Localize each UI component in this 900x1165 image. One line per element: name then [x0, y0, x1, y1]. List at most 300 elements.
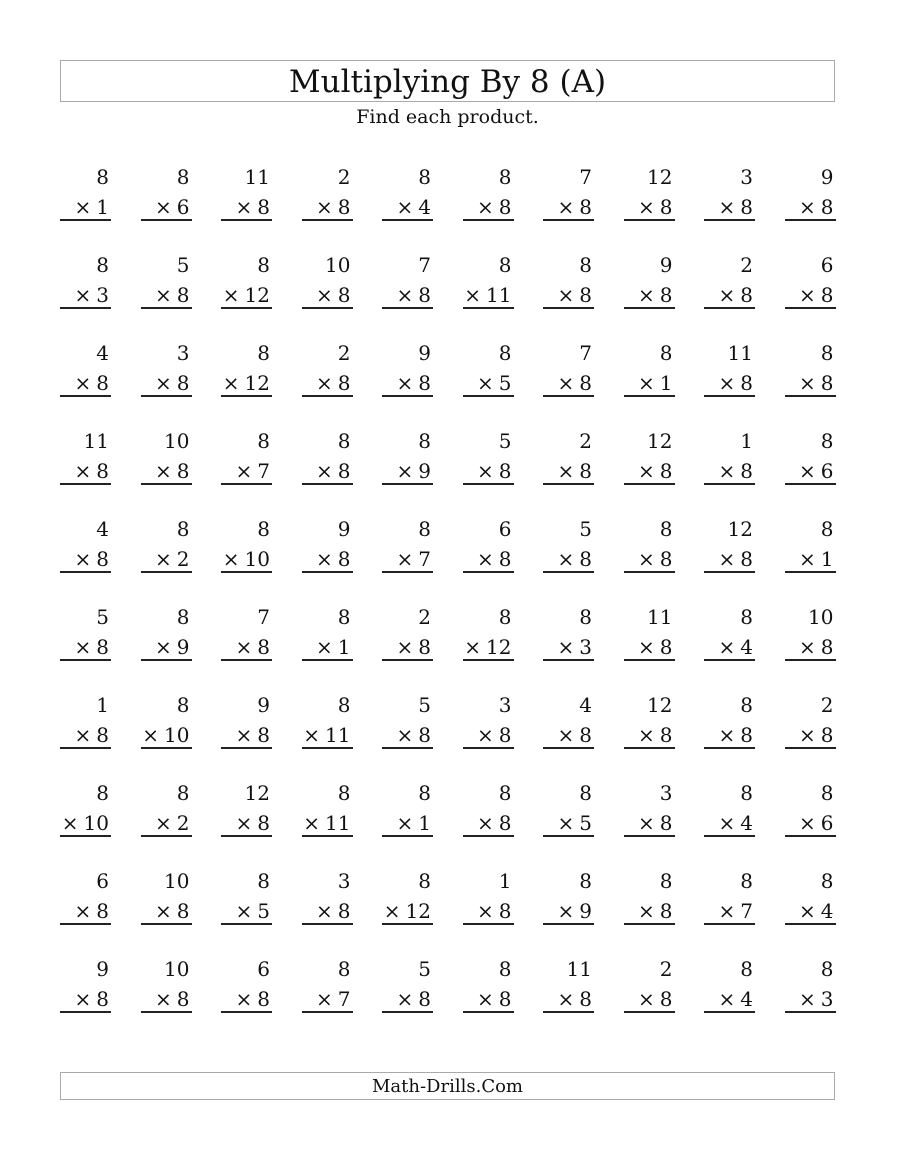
multiplier-row [75, 896, 110, 926]
answer-line [543, 483, 594, 485]
multiplier: 8 [740, 195, 753, 219]
answer-line [382, 307, 433, 309]
multiplicand: 8 [337, 957, 351, 981]
times-sign: × [799, 723, 816, 747]
times-sign: × [718, 987, 736, 1011]
times-sign: × [74, 283, 92, 307]
multiplier-row [719, 632, 754, 662]
times-sign: × [718, 635, 736, 659]
answer-line [463, 659, 514, 661]
multiplier: 8 [820, 723, 834, 747]
answer-line [785, 1011, 836, 1013]
multiplier: 8 [176, 459, 190, 483]
problem-item [382, 162, 433, 222]
answer-line [60, 571, 111, 573]
times-sign: × [477, 547, 494, 571]
problem-item [302, 954, 353, 1014]
times-sign: × [235, 195, 253, 219]
answer-line [382, 395, 433, 397]
multiplier: 8 [176, 899, 190, 923]
multiplicand: 8 [820, 781, 834, 805]
answer-line [141, 219, 192, 221]
times-sign: × [383, 899, 401, 923]
multiplier: 8 [659, 811, 673, 835]
times-sign: × [557, 635, 575, 659]
multiplier: 8 [740, 459, 753, 483]
problem-item [624, 338, 675, 398]
multiplicand: 7 [418, 253, 431, 277]
times-sign: × [799, 987, 816, 1011]
problem-item [624, 866, 675, 926]
multiplicand: 9 [96, 957, 109, 981]
multiplier-row [316, 632, 351, 662]
multiplier-row [236, 896, 271, 926]
multiplier: 8 [337, 371, 351, 395]
problem-item [302, 426, 353, 486]
problem-item [60, 162, 111, 222]
multiplier-row [316, 368, 351, 398]
answer-line [382, 835, 433, 837]
multiplier: 8 [257, 723, 270, 747]
multiplicand: 8 [176, 693, 190, 717]
problem-item [543, 602, 594, 662]
multiplicand: 8 [257, 429, 270, 453]
answer-line [60, 659, 111, 661]
problem-item [785, 338, 836, 398]
multiplier-row [719, 192, 754, 222]
multiplier: 8 [418, 283, 431, 307]
multiplier: 8 [96, 371, 109, 395]
multiplicand: 8 [579, 253, 592, 277]
times-sign: × [74, 635, 92, 659]
problem-item [704, 778, 755, 838]
problem-item [60, 866, 111, 926]
multiplier: 8 [498, 195, 512, 219]
multiplier-row [236, 632, 271, 662]
times-sign: × [557, 459, 575, 483]
answer-line [543, 659, 594, 661]
times-sign: × [74, 987, 92, 1011]
multiplier-row [638, 896, 673, 926]
multiplier: 8 [96, 635, 109, 659]
answer-line [624, 835, 675, 837]
multiplicand: 8 [659, 517, 673, 541]
multiplier: 8 [498, 899, 512, 923]
problem-item [60, 338, 111, 398]
times-sign: × [155, 371, 172, 395]
problem-item [785, 778, 836, 838]
problem-item [302, 778, 353, 838]
multiplier: 3 [96, 283, 109, 307]
answer-line [302, 571, 353, 573]
multiplier: 8 [659, 459, 673, 483]
multiplier-row [397, 632, 432, 662]
answer-line [302, 395, 353, 397]
multiplier-row [719, 280, 754, 310]
multiplier-row [558, 896, 593, 926]
times-sign: × [316, 547, 333, 571]
problem-item [785, 162, 836, 222]
problem-item [704, 602, 755, 662]
multiplier: 8 [659, 195, 673, 219]
times-sign: × [396, 459, 414, 483]
multiplicand: 5 [418, 693, 431, 717]
answer-line [624, 571, 675, 573]
answer-line [302, 1011, 353, 1013]
problem-item [382, 338, 433, 398]
multiplier: 8 [579, 987, 592, 1011]
problem-item [221, 162, 272, 222]
times-sign: × [638, 547, 655, 571]
answer-line [141, 1011, 192, 1013]
times-sign: × [557, 723, 575, 747]
multiplier: 8 [176, 371, 190, 395]
multiplicand: 12 [727, 517, 753, 541]
answer-line [382, 923, 433, 925]
multiplicand: 11 [244, 165, 270, 189]
times-sign: × [235, 899, 253, 923]
multiplicand: 8 [418, 781, 431, 805]
problem-item [785, 514, 836, 574]
multiplier-row [477, 984, 512, 1014]
problem-item [543, 778, 594, 838]
multiplier: 8 [176, 987, 190, 1011]
multiplicand: 12 [647, 429, 673, 453]
multiplier-row [142, 720, 189, 750]
answer-line [221, 307, 272, 309]
multiplier-row [558, 544, 593, 574]
problem-item [704, 690, 755, 750]
multiplier-row [558, 456, 593, 486]
answer-line [221, 395, 272, 397]
multiplier-row [75, 544, 110, 574]
multiplier-row [799, 368, 834, 398]
times-sign: × [155, 195, 172, 219]
multiplicand: 8 [418, 429, 431, 453]
multiplicand: 8 [418, 165, 431, 189]
times-sign: × [557, 987, 575, 1011]
multiplier-row [638, 280, 673, 310]
answer-line [463, 395, 514, 397]
answer-line [141, 395, 192, 397]
multiplier-row [558, 808, 593, 838]
multiplier: 7 [337, 987, 351, 1011]
multiplicand: 3 [740, 165, 753, 189]
problem-item [463, 690, 514, 750]
multiplier-row [638, 192, 673, 222]
multiplier-row [236, 720, 271, 750]
multiplier: 8 [740, 371, 753, 395]
problem-item [463, 602, 514, 662]
multiplier: 8 [96, 459, 109, 483]
multiplicand: 8 [176, 605, 190, 629]
answer-line [60, 395, 111, 397]
multiplier-row [477, 896, 512, 926]
times-sign: × [396, 987, 414, 1011]
multiplier-row [75, 280, 110, 310]
problem-item [463, 954, 514, 1014]
problem-item [704, 162, 755, 222]
multiplier: 6 [820, 459, 834, 483]
problem-item [624, 602, 675, 662]
answer-line [302, 747, 353, 749]
answer-line [382, 571, 433, 573]
times-sign: × [799, 811, 816, 835]
problem-item [141, 514, 192, 574]
multiplicand: 8 [257, 517, 270, 541]
answer-line [785, 659, 836, 661]
answer-line [141, 747, 192, 749]
multiplier-row [316, 544, 351, 574]
multiplier-row [397, 368, 432, 398]
problem-item [60, 426, 111, 486]
times-sign: × [74, 899, 92, 923]
times-sign: × [316, 987, 333, 1011]
multiplicand: 8 [820, 869, 834, 893]
problem-item [463, 250, 514, 310]
answer-line [60, 923, 111, 925]
multiplier-row [397, 280, 432, 310]
problem-item [302, 338, 353, 398]
answer-line [463, 835, 514, 837]
answer-line [463, 1011, 514, 1013]
multiplicand: 8 [820, 957, 834, 981]
multiplier: 8 [820, 371, 834, 395]
times-sign: × [235, 723, 253, 747]
times-sign: × [799, 283, 816, 307]
problem-item [704, 954, 755, 1014]
answer-line [624, 395, 675, 397]
multiplier-row [799, 720, 834, 750]
times-sign: × [799, 899, 816, 923]
multiplier: 9 [176, 635, 190, 659]
multiplicand: 8 [96, 165, 109, 189]
answer-line [543, 219, 594, 221]
multiplicand: 8 [579, 869, 592, 893]
times-sign: × [638, 987, 655, 1011]
times-sign: × [638, 899, 655, 923]
multiplicand: 4 [96, 341, 109, 365]
times-sign: × [316, 371, 333, 395]
problem-item [704, 514, 755, 574]
multiplier: 5 [498, 371, 512, 395]
multiplicand: 8 [820, 517, 834, 541]
multiplier-row [799, 456, 834, 486]
problem-item [302, 602, 353, 662]
answer-line [704, 835, 755, 837]
times-sign: × [638, 811, 655, 835]
multiplier-row [477, 368, 512, 398]
multiplicand: 8 [176, 781, 190, 805]
multiplicand: 5 [498, 429, 512, 453]
times-sign: × [718, 283, 736, 307]
multiplier-row [236, 192, 271, 222]
multiplier: 6 [820, 811, 834, 835]
multiplicand: 8 [498, 165, 512, 189]
multiplicand: 8 [257, 253, 270, 277]
problem-item [543, 866, 594, 926]
multiplicand: 9 [257, 693, 270, 717]
answer-line [382, 1011, 433, 1013]
multiplier-row [719, 808, 754, 838]
times-sign: × [718, 371, 736, 395]
multiplicand: 11 [83, 429, 109, 453]
answer-line [543, 923, 594, 925]
multiplicand: 8 [337, 605, 351, 629]
problem-item [221, 338, 272, 398]
problem-item [543, 954, 594, 1014]
multiplier: 10 [83, 811, 109, 835]
problem-item [141, 778, 192, 838]
multiplier: 11 [325, 811, 351, 835]
times-sign: × [303, 811, 321, 835]
times-sign: × [155, 899, 172, 923]
multiplier: 8 [740, 283, 753, 307]
answer-line [785, 219, 836, 221]
problem-item [141, 426, 192, 486]
answer-line [704, 659, 755, 661]
multiplier-row [799, 808, 834, 838]
multiplier-row [799, 544, 834, 574]
times-sign: × [74, 723, 92, 747]
times-sign: × [155, 459, 172, 483]
multiplier-row [638, 984, 673, 1014]
multiplier-row [464, 280, 511, 310]
answer-line [60, 219, 111, 221]
multiplier: 8 [659, 635, 673, 659]
problem-item [141, 602, 192, 662]
multiplicand: 8 [579, 605, 592, 629]
times-sign: × [155, 547, 172, 571]
answer-line [624, 483, 675, 485]
answer-line [624, 923, 675, 925]
answer-line [60, 835, 111, 837]
multiplier-row [303, 808, 350, 838]
multiplicand: 5 [418, 957, 431, 981]
multiplicand: 8 [96, 253, 109, 277]
times-sign: × [235, 987, 253, 1011]
multiplier: 8 [96, 987, 109, 1011]
multiplier-row [397, 720, 432, 750]
problem-item [221, 250, 272, 310]
times-sign: × [396, 723, 414, 747]
problem-item [302, 866, 353, 926]
multiplier: 4 [418, 195, 431, 219]
multiplier: 12 [244, 283, 270, 307]
multiplicand: 2 [659, 957, 673, 981]
answer-line [785, 571, 836, 573]
multiplicand: 5 [96, 605, 109, 629]
multiplicand: 10 [164, 957, 190, 981]
answer-line [221, 747, 272, 749]
multiplier-row [155, 280, 190, 310]
problem-item [463, 866, 514, 926]
multiplicand: 8 [498, 957, 512, 981]
multiplier: 8 [579, 723, 592, 747]
problem-item [221, 426, 272, 486]
problem-item [785, 250, 836, 310]
answer-line [221, 571, 272, 573]
answer-line [302, 307, 353, 309]
times-sign: × [557, 811, 575, 835]
problem-item [543, 250, 594, 310]
multiplicand: 10 [164, 869, 190, 893]
multiplier-row [155, 456, 190, 486]
times-sign: × [155, 987, 172, 1011]
multiplier-row [558, 368, 593, 398]
multiplier-row [719, 984, 754, 1014]
answer-line [624, 219, 675, 221]
times-sign: × [396, 635, 414, 659]
problem-item [463, 514, 514, 574]
times-sign: × [638, 459, 655, 483]
times-sign: × [799, 371, 816, 395]
multiplicand: 8 [498, 605, 512, 629]
multiplier-row [75, 456, 110, 486]
multiplicand: 2 [418, 605, 431, 629]
times-sign: × [61, 811, 79, 835]
answer-line [543, 747, 594, 749]
problem-item [463, 778, 514, 838]
multiplier-row [477, 808, 512, 838]
times-sign: × [799, 459, 816, 483]
answer-line [463, 923, 514, 925]
problem-item [704, 250, 755, 310]
multiplicand: 12 [647, 693, 673, 717]
times-sign: × [235, 459, 253, 483]
multiplicand: 8 [659, 341, 673, 365]
times-sign: × [316, 459, 333, 483]
problem-item [60, 778, 111, 838]
problem-item [382, 690, 433, 750]
multiplier-row [397, 192, 432, 222]
multiplicand: 10 [808, 605, 834, 629]
answer-line [141, 923, 192, 925]
problem-item [221, 690, 272, 750]
multiplicand: 4 [579, 693, 592, 717]
footer-box [60, 1072, 835, 1100]
multiplier-row [75, 192, 110, 222]
multiplier-row [638, 808, 673, 838]
answer-line [785, 747, 836, 749]
problem-item [624, 778, 675, 838]
problem-item [624, 690, 675, 750]
multiplier: 12 [244, 371, 270, 395]
problem-item [785, 426, 836, 486]
multiplier-row [638, 720, 673, 750]
multiplier-row [155, 192, 190, 222]
multiplier-row [719, 896, 754, 926]
times-sign: × [316, 283, 333, 307]
answer-line [543, 395, 594, 397]
multiplier: 8 [659, 547, 673, 571]
times-sign: × [638, 635, 655, 659]
multiplicand: 8 [820, 341, 834, 365]
answer-line [785, 395, 836, 397]
multiplier-row [799, 280, 834, 310]
answer-line [463, 307, 514, 309]
times-sign: × [235, 811, 253, 835]
problem-item [302, 250, 353, 310]
multiplicand: 2 [337, 341, 351, 365]
answer-line [543, 571, 594, 573]
multiplier-row [155, 368, 190, 398]
times-sign: × [316, 195, 333, 219]
problem-item [382, 250, 433, 310]
problem-item [60, 250, 111, 310]
times-sign: × [396, 811, 414, 835]
multiplicand: 11 [647, 605, 673, 629]
